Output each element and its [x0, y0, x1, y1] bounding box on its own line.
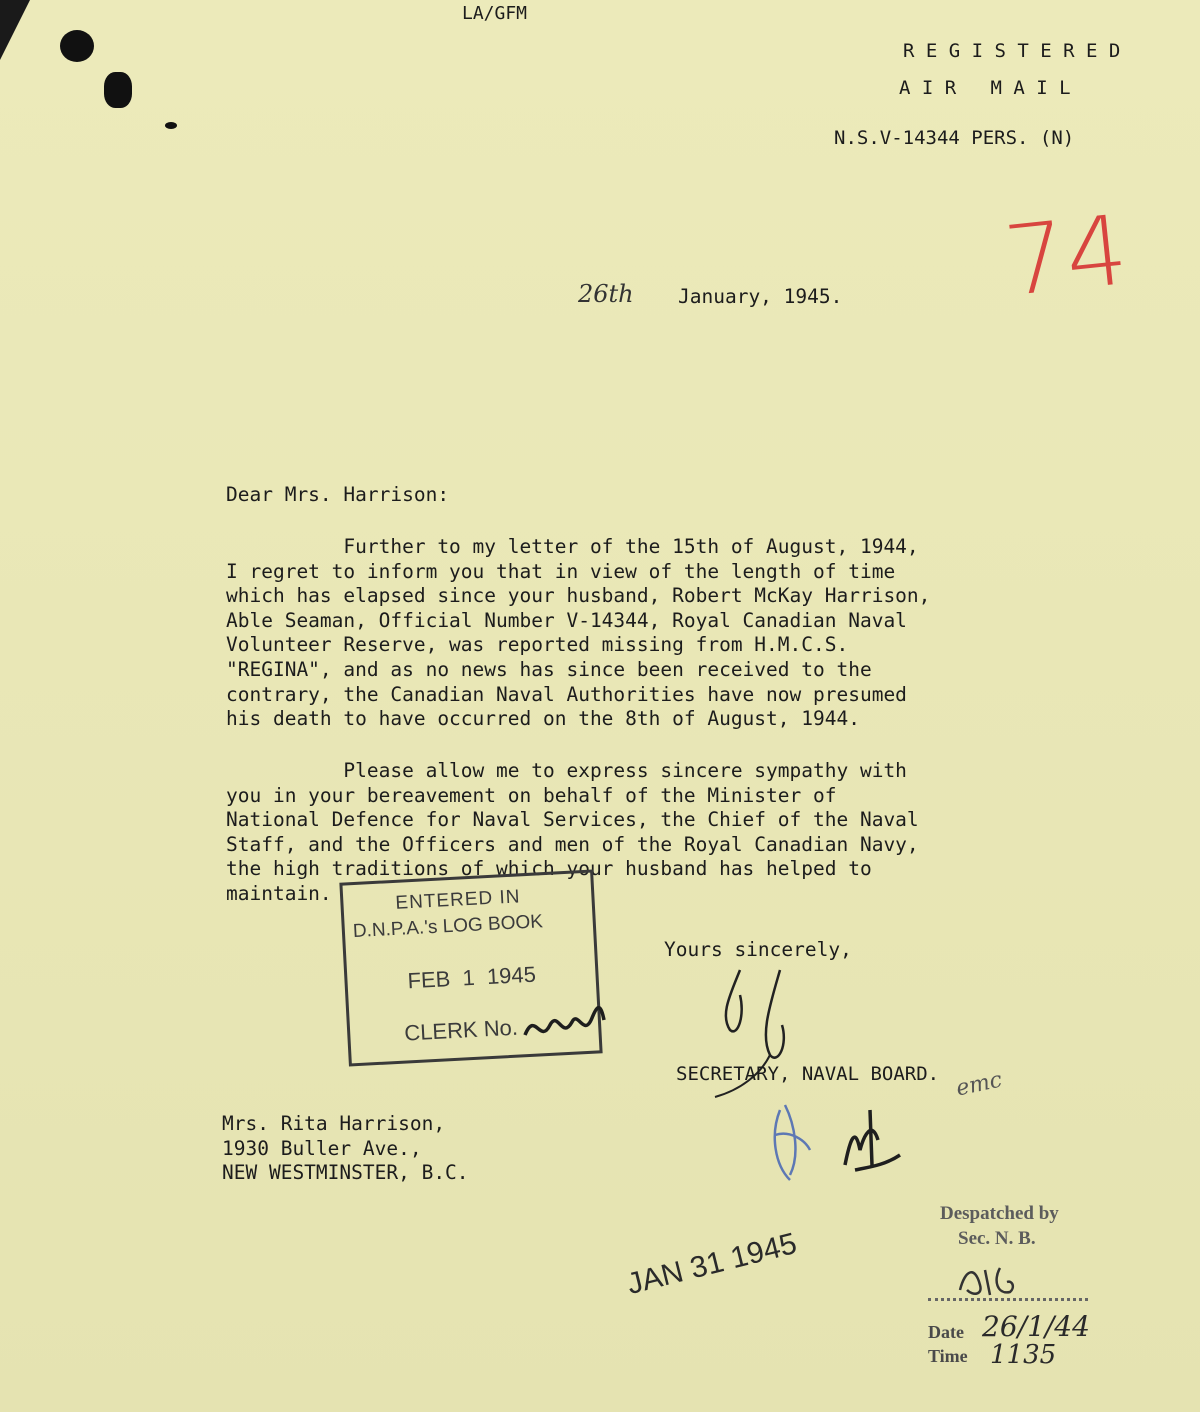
salutation: Dear Mrs. Harrison: — [226, 483, 450, 506]
received-date-stamp: JAN 31 1945 — [623, 1227, 801, 1302]
punch-hole — [165, 122, 177, 129]
despatch-time-label: Time — [928, 1346, 968, 1366]
despatch-date-value: 26/1/44 — [982, 1310, 1090, 1343]
stamp-clerk-label: CLERK No. — [403, 1014, 519, 1046]
file-number: N.S.V-14344 PERS. (N) — [834, 127, 1075, 149]
despatch-time-value: 1135 — [990, 1340, 1057, 1370]
paragraph-1: Further to my letter of the 15th of August, 1944, I regret to inform you that in view of the length of time which has elapsed since your husband, Robert McKay Harrison, Able Seaman, Official Number V-14344, Royal Canadian Naval Volunteer Reserve, was reported missing from H.M.C.S. "REGINA", and as no news has since been received to the contrary, the Canadian Naval Authorities have now presumed his death to have occurred on the 8th of August, 1944. — [226, 535, 931, 731]
closing: Yours sincerely, — [664, 938, 852, 961]
reference-initials: LA/GFM — [462, 3, 528, 24]
addressee-city: NEW WESTMINSTER, B.C. — [222, 1161, 469, 1184]
punch-hole — [104, 72, 132, 108]
blue-initials — [760, 1095, 920, 1195]
addressee-street: 1930 Buller Ave., — [222, 1137, 422, 1160]
air-mail-label: A I R M A I L — [899, 77, 1071, 99]
stamp-line-log-book: D.N.P.A.'s LOG BOOK — [352, 911, 544, 943]
addressee-name: Mrs. Rita Harrison, — [222, 1112, 446, 1135]
folio-number: 74 — [999, 193, 1133, 319]
despatch-stamp-line2: Sec. N. B. — [958, 1228, 1036, 1249]
handwritten-initials: emc — [953, 1067, 1005, 1102]
stamp-date: FEB 1 1945 — [406, 961, 537, 994]
handwritten-day: 26th — [578, 280, 634, 308]
stamp-line-entered: ENTERED IN — [394, 886, 521, 914]
registered-label: R E G I S T E R E D — [903, 40, 1121, 62]
signature-title: SECRETARY, NAVAL BOARD. — [676, 1063, 940, 1085]
despatch-initials — [955, 1260, 1025, 1300]
despatch-divider — [928, 1298, 1088, 1301]
paragraph-2: Please allow me to express sincere sympathy with you in your bereavement on behalf of the Minister of National Defence for Naval Services, the Chief of the Naval Staff, and the Officers and men of the Royal Canadian Navy, the high traditions of which your husband has helped to maintain. — [226, 759, 919, 905]
despatch-date-label: Date — [928, 1322, 964, 1342]
despatch-stamp-line1: Despatched by — [940, 1203, 1059, 1224]
punch-hole — [60, 30, 94, 62]
torn-corner — [0, 0, 30, 60]
letter-date: January, 1945. — [678, 285, 843, 308]
clerk-initials-scribble — [520, 990, 610, 1050]
